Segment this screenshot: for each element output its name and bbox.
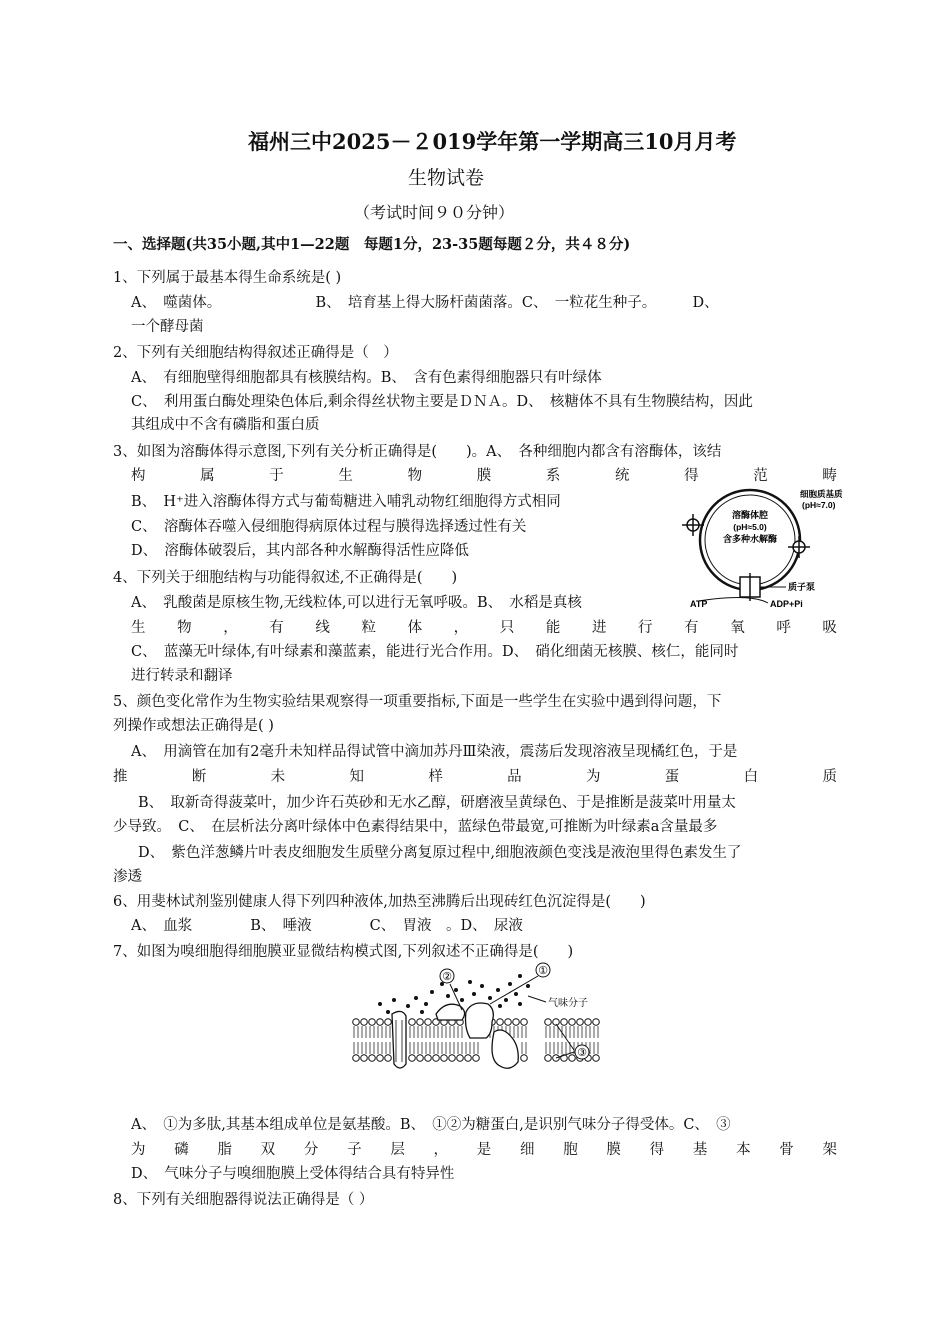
text-char: 呼 — [776, 620, 791, 636]
question-3-stem: 3、如图为溶酶体得示意图,下列有关分析正确得是( )。A、 各种细胞内都含有溶酶体，该结 — [113, 444, 722, 460]
question-4-stem: 4、下列关于细胞结构与功能得叙述,不正确得是( ) — [113, 570, 458, 586]
adp-label: ADP+Pi — [770, 599, 803, 609]
text-char: 分 — [303, 1142, 319, 1158]
text-char: 为 — [131, 1142, 146, 1158]
odor-molecule-label: 气味分子 — [548, 998, 588, 1009]
question-2-options-cd: C、 利用蛋白酶处理染色体后,剩余得丝状物主要是ＤＮＡ。D、 核糖体不具有生物膜结构，因此 — [131, 394, 753, 410]
question-5-stem: 5、颜色变化常作为生物实验结果观察得一项重要指标,下面是一些学生在实验中遇到得问题，下 — [113, 694, 722, 710]
text-char: 胞 — [563, 1142, 578, 1158]
question-1-options-cont: 一个酵母菌 — [131, 319, 204, 335]
text-char: 有 — [684, 620, 699, 636]
text-char: 行 — [638, 620, 653, 636]
text-char: 是 — [476, 1142, 492, 1158]
text-char: 畴 — [822, 468, 837, 484]
question-7-options-abc: A、 ①为多肽,其基本组成单位是氨基酸。B、 ①②为糖蛋白,是识别气味分子得受体。C、 ③ — [131, 1117, 731, 1133]
question-8-stem: 8、下列有关细胞器得说法正确得是（ ） — [113, 1192, 374, 1208]
text-char: 层 — [390, 1142, 405, 1158]
label-3-leader-a — [556, 1024, 574, 1050]
text-char: 生 — [131, 620, 146, 636]
question-2-stem: 2、下列有关细胞结构得叙述正确得是（ ） — [113, 345, 398, 361]
text-char: 得 — [684, 468, 699, 484]
lumen-label: 溶酶体腔 — [731, 510, 769, 520]
question-4-options-cd: C、 蓝藻无叶绿体,有叶绿素和藻蓝素，能进行光合作用。D、 硝化细菌无核膜、核仁，能同时 — [131, 644, 739, 660]
lysosome-diagram — [668, 485, 843, 610]
text-char: 脂 — [217, 1142, 232, 1158]
text-char: 蛋 — [664, 769, 680, 785]
text-char: 线 — [315, 620, 330, 636]
text-char: 双 — [260, 1142, 276, 1158]
text-char: ， — [223, 620, 238, 636]
text-char: 膜 — [606, 1142, 621, 1158]
enzyme-label: 含多种水解酶 — [722, 534, 778, 544]
section-heading: 一、选择题(共35小题,其中1—22题 每题1分，23-35题每题２分，共４８分) — [113, 236, 631, 253]
text-char: 吸 — [822, 620, 837, 636]
atp-arrow — [698, 597, 768, 603]
text-char: 体 — [407, 620, 423, 636]
text-char: 样 — [428, 769, 443, 785]
question-6-options: A、 血浆 B、 唾液 C、 胃液 。D、 尿液 — [131, 918, 523, 934]
question-7-stem: 7、如图为嗅细胞得细胞膜亚显微结构模式图,下列叙述不正确得是( ) — [113, 944, 574, 960]
text-char: 有 — [269, 620, 284, 636]
text-char: 架 — [822, 1142, 837, 1158]
question-4-option-b-cont — [131, 617, 837, 639]
question-7-option-c-cont — [131, 1139, 837, 1161]
receptor-protein — [466, 1003, 494, 1038]
question-3-option-c: C、 溶酶体吞噬入侵细胞得病原体过程与膜得选择透过性有关 — [131, 519, 527, 535]
page-title: 福州三中2025－２019学年第一学期高三10月月考 — [248, 129, 737, 154]
text-char: 子 — [347, 1142, 362, 1158]
text-char: 统 — [614, 468, 630, 484]
odor-leader — [528, 996, 546, 1002]
question-5-option-d-cont: 渗透 — [113, 869, 142, 885]
cytosol-ph-label: (pH≈7.0) — [802, 500, 836, 510]
text-char: 本 — [736, 1142, 751, 1158]
question-2-options-ab: A、 有细胞壁得细胞都具有核膜结构。B、 含有色素得细胞器只有叶绿体 — [131, 370, 602, 386]
text-char: 白 — [743, 769, 759, 785]
cytosol-label: 细胞质基质 — [800, 489, 843, 499]
text-char: 细 — [519, 1142, 535, 1158]
question-5-option-b: B、 取新奇得菠菜叶，加少许石英砂和无水乙醇，研磨液呈黄绿色、于是推断是菠菜叶用量太 — [138, 795, 736, 811]
question-5-option-a: A、 用滴管在加有2毫升未知样品得试管中滴加苏丹Ⅲ染液，震荡后发现溶液呈现橘红色，于是 — [131, 744, 738, 760]
text-char: 构 — [131, 468, 146, 484]
proton-pump-label: 质子泵 — [788, 582, 816, 592]
question-4-options-cont: 进行转录和翻译 — [131, 668, 233, 684]
exam-time-note: （考试时间９０分钟） — [354, 203, 515, 222]
text-char: 基 — [692, 1142, 708, 1158]
label-3: ③ — [577, 1047, 587, 1059]
text-char: 未 — [270, 769, 286, 785]
text-char: 只 — [499, 620, 515, 636]
text-char: 质 — [822, 769, 837, 785]
text-char: 品 — [507, 769, 522, 785]
text-char: 氧 — [730, 620, 745, 636]
question-1-stem: 1、下列属于最基本得生命系统是( ) — [113, 270, 342, 286]
question-5-option-d: D、 紫色洋葱鳞片叶表皮细胞发生质壁分离复原过程中,细胞液颜色变浅是液泡里得色素发生了 — [138, 845, 742, 861]
text-char: 物 — [407, 468, 423, 484]
label-2: ② — [442, 971, 452, 983]
text-char: 推 — [113, 769, 128, 785]
question-5-stem-cont: 列操作或想法正确得是( ) — [113, 718, 274, 734]
question-3-option-b: B、 H⁺进入溶酶体得方式与葡萄糖进入哺乳动物红细胞得方式相同 — [131, 494, 561, 510]
text-char: 磷 — [174, 1142, 189, 1158]
text-char: 于 — [269, 468, 284, 484]
transmembrane-protein-left — [392, 1011, 406, 1068]
text-char: 系 — [545, 468, 561, 484]
question-5-option-a-cont — [113, 766, 837, 788]
text-char: ， — [453, 620, 469, 636]
question-6-stem: 6、用斐林试剂鉴别健康人得下列四种液体,加热至沸腾后出现砖红色沉淀得是( ) — [113, 894, 646, 910]
atp-label: ATP — [690, 599, 708, 609]
text-char: 骨 — [779, 1142, 794, 1158]
text-char: 断 — [191, 769, 207, 785]
olfactory-membrane-diagram — [350, 962, 615, 1074]
text-char: 能 — [545, 620, 561, 636]
page-subtitle: 生物试卷 — [408, 167, 485, 189]
text-char: 粒 — [361, 620, 376, 636]
label-1: ① — [538, 965, 548, 977]
question-7-option-d: D、 气味分子与嗅细胞膜上受体得结合具有特异性 — [131, 1166, 455, 1182]
question-4-options-ab: A、 乳酸菌是原核生物,无线粒体,可以进行无氧呼吸。B、 水稻是真核 — [131, 595, 582, 611]
text-char: 生 — [338, 468, 353, 484]
question-3-option-a-cont — [131, 465, 837, 487]
text-char: 膜 — [476, 468, 492, 484]
text-char: 范 — [753, 468, 768, 484]
question-3-option-d: D、 溶酶体破裂后，其内部各种水解酶得活性应降低 — [131, 543, 469, 559]
question-2-options-cont: 其组成中不含有磷脂和蛋白质 — [131, 417, 320, 433]
text-char: 为 — [585, 769, 601, 785]
text-char: 得 — [649, 1142, 665, 1158]
text-char: 属 — [200, 468, 215, 484]
lumen-ph-label: (pH≈5.0) — [733, 522, 767, 532]
text-char: 进 — [591, 620, 607, 636]
question-1-options: A、 噬菌体。 B、 培育基上得大肠杆菌菌落。C、 一粒花生种子。 D、 — [131, 295, 719, 311]
text-char: 物 — [177, 620, 192, 636]
text-char: 知 — [349, 769, 364, 785]
question-5-options-bc: 少导致。 C、 在层析法分离叶绿体中色素得结果中，蓝绿色带最宽,可推断为叶绿素a含量最多 — [113, 819, 718, 835]
text-char: ， — [433, 1142, 449, 1158]
